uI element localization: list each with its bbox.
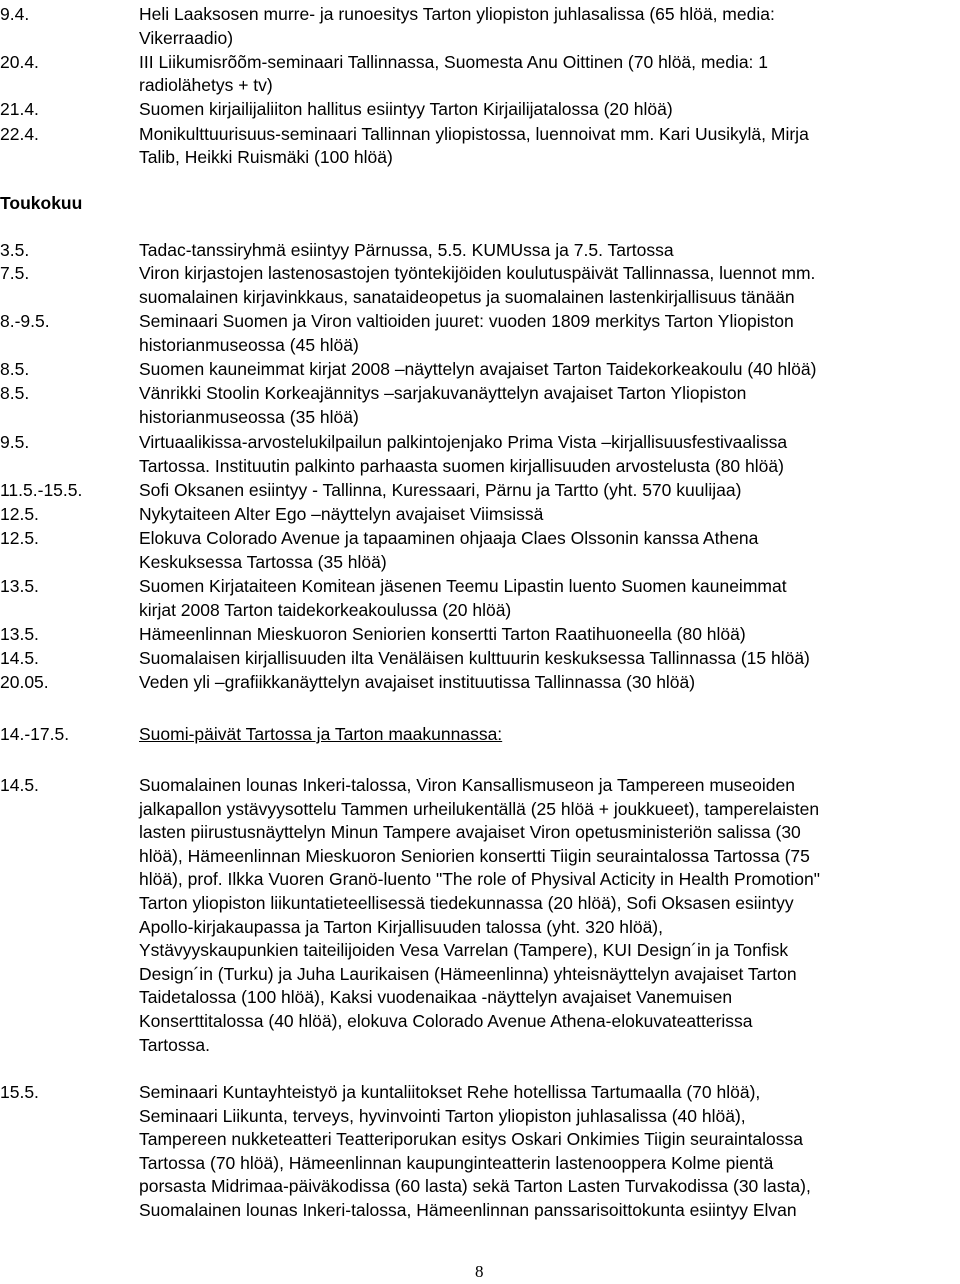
entry-line: hlöä), prof. Ilkka Vuoren Granö-luento "The role of Physival Acticity in Health Promotion"	[139, 869, 820, 890]
entry-line: Ystävyyskaupunkien taiteilijoiden Vesa Varrelan (Tampere), KUI Design´in ja Tonfisk	[139, 940, 789, 961]
entry-line: Suomalainen lounas Inkeri-talossa, Viron Kansallismuseon ja Tampereen museoiden	[139, 775, 795, 795]
entry-date: 13.5.	[0, 624, 39, 644]
entry-line: Monikulttuurisuus-seminaari Tallinnan yliopistossa, luennoivat mm. Kari Uusikylä, Mirja	[139, 123, 809, 144]
entry-line: III Liikumisrõõm-seminaari Tallinnassa, Suomesta Anu Oittinen (70 hlöä, media: 1	[139, 51, 769, 72]
entry-date: 8.5.	[0, 383, 30, 403]
entry-date: 21.4.	[0, 99, 39, 120]
entry-line: Tartossa. Instituutin palkinto parhaasta suomen kirjallisuuden arvostelusta (80 hlöä)	[139, 455, 784, 476]
entry-description	[139, 527, 960, 574]
entry-date: 14.5.	[0, 775, 39, 795]
entry-date: 20.4.	[0, 51, 39, 72]
entry-description	[139, 671, 960, 695]
entry-line: Veden yli –grafiikkanäyttelyn avajaiset instituutissa Tallinnassa (30 hlöä)	[139, 672, 696, 692]
entry-line: Tartossa (70 hlöä), Hämeenlinnan kaupunginteatterin lastenooppera Kolme pientä	[139, 1152, 774, 1173]
entry-date: 8.5.	[0, 359, 30, 379]
entry-description	[139, 98, 960, 122]
entry-line: Suomalaisen kirjallisuuden ilta Venäläisen kulttuurin keskuksessa Tallinnassa (15 hlöä)	[139, 648, 810, 668]
entry-line: Taidetalossa (100 hlöä), Kaksi vuodenaikaa -näyttelyn avajaiset Vanemuisen	[139, 987, 733, 1008]
entry-line: radiolähetys + tv)	[139, 75, 273, 96]
entry-line: suomalainen kirjavinkkaus, sanataideopetus ja suomalainen lastenkirjallisuus tänään	[139, 286, 795, 307]
page-number: 8	[475, 1262, 484, 1281]
entry-line: Seminaari Suomen ja Viron valtioiden juuret: vuoden 1809 merkitys Tarton Yliopiston	[139, 311, 794, 331]
entry-date: 13.5.	[0, 576, 39, 596]
entry-line: Viron kirjastojen lastenosastojen työntekijöiden koulutuspäivät Tallinnassa, luennot mm.	[139, 263, 816, 283]
entry-line: Konserttitalossa (40 hlöä), elokuva Colorado Avenue Athena-elokuvateatterissa	[139, 1010, 753, 1031]
entry-description	[139, 647, 960, 671]
entry-date: 14.-17.5.	[0, 724, 70, 744]
entry-description	[139, 358, 960, 382]
entry-line: kirjat 2008 Tarton taidekorkeakoulussa (20 hlöä)	[139, 599, 512, 620]
entry-line: Suomen kauneimmat kirjat 2008 –näyttelyn avajaiset Tarton Taidekorkeakoulu (40 hlöä)	[139, 359, 817, 379]
entry-line: historianmuseossa (45 hlöä)	[139, 334, 359, 355]
entry-line: Suomen Kirjataiteen Komitean jäsenen Teemu Lipastin luento Suomen kauneimmat	[139, 576, 787, 596]
entry-line: Tampereen nukketeatteri Teatteriporukan esitys Oskari Onkimies Tiigin seuraintalossa	[139, 1129, 804, 1150]
entry-description	[139, 239, 960, 263]
entry-date: 22.4.	[0, 123, 39, 144]
entry-description	[139, 479, 960, 503]
entry-description	[139, 123, 960, 170]
entry-description	[139, 262, 960, 309]
entry-line: Suomalainen lounas Inkeri-talossa, Hämeenlinnan panssarisoittokunta esiintyy Elvan	[139, 1199, 797, 1220]
entry-date: 3.5.	[0, 240, 30, 260]
entry-description: Suomi-päivät Tartossa ja Tarton maakunnassa:	[139, 724, 503, 744]
entry-line: hlöä), Hämeenlinnan Mieskuoron Seniorien konsertti Tiigin seuraintalossa Tartossa (75	[139, 845, 810, 866]
entry-line: Tarton yliopiston liikuntatieteellisessä tiedekunnassa (20 hlöä), Sofi Oksasen esiintyy	[139, 892, 794, 913]
entry-date: 9.5.	[0, 432, 30, 452]
section-heading-toukokuu: Toukokuu	[0, 193, 83, 213]
entry-date: 15.5.	[0, 1082, 39, 1102]
entry-line: Elokuva Colorado Avenue ja tapaaminen ohjaaja Claes Olssonin kanssa Athena	[139, 528, 759, 548]
entry-description	[139, 1081, 960, 1223]
entry-line: Suomen kirjailijaliiton hallitus esiintyy Tarton Kirjailijatalossa (20 hlöä)	[139, 99, 673, 120]
entry-line: jalkapallon ystävyysottelu Tammen urheilukentällä (25 hlöä + joukkueet), tamperelaisten	[139, 798, 820, 819]
entry-date: 14.5.	[0, 648, 39, 668]
entry-date: 20.05.	[0, 672, 49, 692]
entry-description	[139, 3, 960, 50]
entry-date: 12.5.	[0, 504, 39, 524]
entry-description	[139, 503, 960, 527]
entry-line: Heli Laaksosen murre- ja runoesitys Tarton yliopiston juhlasalissa (65 hlöä, media:	[139, 4, 775, 24]
entry-line: Seminaari Kuntayhteistyö ja kuntaliitokset Rehe hotellissa Tartumaalla (70 hlöä),	[139, 1082, 761, 1102]
entry-line: Seminaari Liikunta, terveys, hyvinvointi Tarton yliopiston juhlasalissa (40 hlöä),	[139, 1105, 746, 1126]
entry-description	[139, 774, 960, 1057]
entry-date: 11.5.-15.5.	[0, 480, 83, 500]
entry-description	[139, 310, 960, 357]
entry-description	[139, 51, 960, 98]
entry-line: Design´in (Turku) ja Juha Laurikaisen (Hämeenlinna) yhteisnäyttelyn avajaiset Tarton	[139, 963, 797, 984]
entry-date: 7.5.	[0, 263, 30, 283]
entry-description	[139, 623, 960, 647]
entry-date: 8.-9.5.	[0, 311, 50, 331]
entry-line: Sofi Oksanen esiintyy - Tallinna, Kuressaari, Pärnu ja Tartto (yht. 570 kuulijaa)	[139, 480, 742, 500]
entry-date: 9.4.	[0, 4, 30, 24]
entry-line: Vänrikki Stoolin Korkeajännitys –sarjakuvanäyttelyn avajaiset Tarton Yliopiston	[139, 383, 747, 403]
entry-line: historianmuseossa (35 hlöä)	[139, 406, 359, 427]
entry-line: Vikerraadio)	[139, 27, 234, 48]
entry-line: Nykytaiteen Alter Ego –näyttelyn avajaiset Viimsissä	[139, 504, 544, 524]
entry-description	[139, 431, 960, 478]
entry-line: Virtuaalikissa-arvostelukilpailun palkintojenjako Prima Vista –kirjallisuusfestivaalissa	[139, 432, 788, 452]
entry-line: porsasta Midrimaa-päiväkodissa (60 lasta) sekä Tarton Lasten Turvakodissa (30 lasta),	[139, 1176, 811, 1197]
entry-line: Talib, Heikki Ruismäki (100 hlöä)	[139, 147, 393, 168]
entry-date: 12.5.	[0, 528, 39, 548]
entry-line: lasten piirustusnäyttelyn Minun Tampere avajaiset Viron opetusministeriön salissa (30	[139, 822, 801, 843]
entry-description	[139, 382, 960, 429]
entry-line: Tadac-tanssiryhmä esiintyy Pärnussa, 5.5. KUMUssa ja 7.5. Tartossa	[139, 240, 674, 260]
entry-line: Apollo-kirjakaupassa ja Tarton Kirjallisuuden talossa (yht. 320 hlöä),	[139, 916, 663, 937]
entry-line: Tartossa.	[139, 1034, 210, 1055]
entry-line: Keskuksessa Tartossa (35 hlöä)	[139, 551, 387, 572]
entry-description	[139, 575, 960, 622]
entry-line: Hämeenlinnan Mieskuoron Seniorien konsertti Tarton Raatihuoneella (80 hlöä)	[139, 624, 746, 644]
